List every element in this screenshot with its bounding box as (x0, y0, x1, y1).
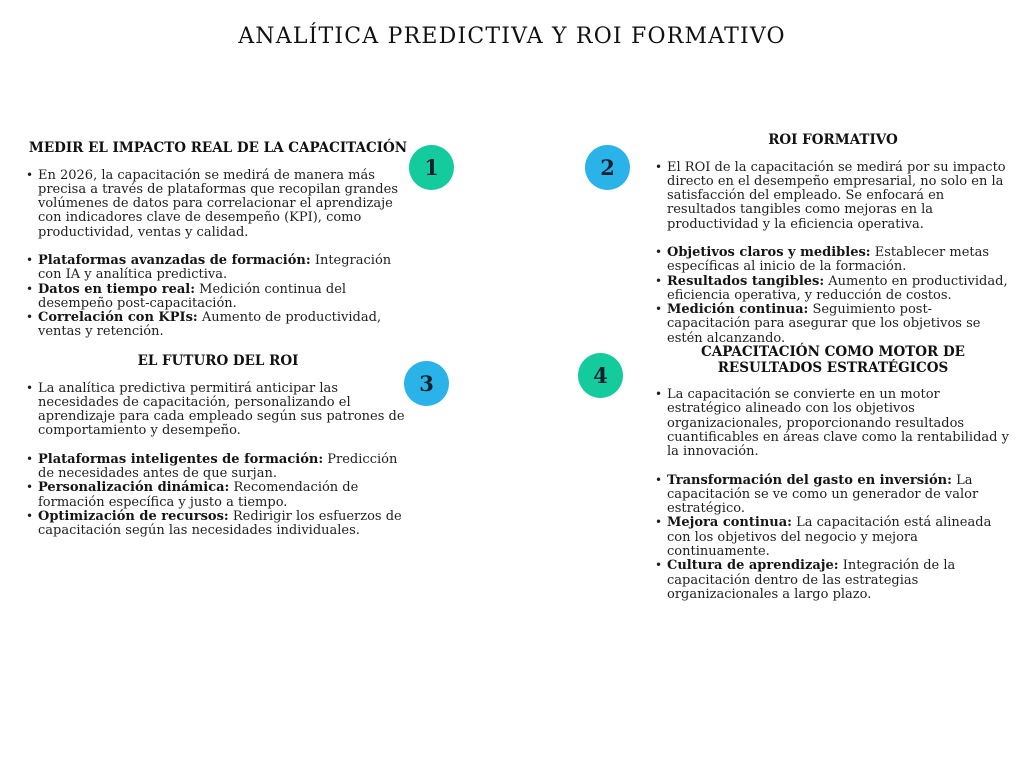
bullet-term: Plataformas inteligentes de formación: (38, 451, 324, 467)
bullet-desc: Integración de la capacitación dentro de las estrategias organizacionales a largo plazo. (667, 558, 956, 602)
intro-text: La capacitación se convierte en un motor estratégico alineado con los objetivos organizacionales, proporcionando resultados cuantificables en áreas clave como la rentabilidad y la innovación. (667, 387, 1009, 460)
bullet-list (24, 453, 412, 539)
bullet-term: Medición continua: (667, 302, 809, 318)
bullet-item (24, 510, 412, 539)
step-number: 3 (419, 371, 434, 396)
intro-list (653, 161, 1013, 232)
section-capacitacion-motor (653, 345, 1013, 602)
step-number: 4 (593, 363, 608, 388)
bullet-desc: Establecer metas específicas al inicio de la formación. (667, 245, 990, 275)
step-number: 1 (424, 155, 439, 180)
bullet-term: Datos en tiempo real: (38, 281, 196, 297)
intro-bullet (653, 161, 1013, 232)
intro-bullet (24, 169, 412, 240)
section-roi-formativo (653, 133, 1013, 346)
bullet-term: Plataformas avanzadas de formación: (38, 253, 311, 268)
bullet-desc: Aumento de productividad, ventas y retención. (38, 310, 382, 340)
bullet-item (653, 303, 1013, 346)
bullet-item (653, 516, 1013, 559)
bullet-desc: Aumento en productividad, eficiencia operativa, y reducción de costos. (667, 273, 1008, 303)
bullet-item (24, 481, 412, 510)
bullet-desc: La capacitación está alineada con los objetivos del negocio y mejora continuamente. (667, 515, 992, 559)
section-heading: ROI FORMATIVO (768, 132, 898, 148)
bullet-item (653, 275, 1013, 304)
intro-text: El ROI de la capacitación se medirá por su impacto directo en el desempeño empresarial, no solo en la satisfacción del empleado. Se enfocará en resultados tangibles como mejoras en la productividad y la eficiencia operativa. (667, 159, 1006, 232)
bullet-desc: Seguimiento post-capacitación para asegurar que los objetivos se estén alcanzando. (667, 302, 981, 346)
bullet-item (653, 559, 1013, 602)
section-heading: MEDIR EL IMPACTO REAL DE LA CAPACITACIÓN (28, 140, 408, 156)
bullet-desc: Redirigir los esfuerzos de capacitación según las necesidades individuales. (38, 508, 402, 539)
step-badge-4 (578, 353, 623, 398)
bullet-desc: Predicción de necesidades antes de que surjan. (38, 451, 398, 481)
bullet-desc: Medición continua del desempeño post-capacitación. (38, 281, 347, 311)
section-medir-impacto (24, 141, 412, 340)
bullet-term: Optimización de recursos: (38, 508, 229, 524)
bullet-item (24, 254, 412, 283)
page-title: ANALÍTICA PREDICTIVA Y ROI FORMATIVO (238, 24, 786, 49)
section-futuro-roi (24, 354, 412, 538)
step-badge-1 (409, 145, 454, 190)
bullet-desc: Integración con IA y analítica predictiva. (38, 253, 392, 283)
bullet-term: Objetivos claros y medibles: (667, 245, 871, 260)
intro-bullet (24, 382, 412, 439)
bullet-term: Cultura de aprendizaje: (667, 558, 839, 574)
section-heading: EL FUTURO DEL ROI (137, 353, 299, 369)
bullet-term: Resultados tangibles: (667, 273, 825, 289)
intro-bullet (653, 388, 1013, 459)
bullet-list (24, 254, 412, 340)
bullet-term: Correlación con KPIs: (38, 310, 198, 326)
intro-list (653, 388, 1013, 459)
bullet-item (653, 474, 1013, 517)
section-heading: CAPACITACIÓN COMO MOTOR DE RESULTADOS ESTRATÉGICOS (701, 344, 965, 376)
intro-text: La analítica predictiva permitirá anticipar las necesidades de capacitación, personalizando el aprendizaje para cada empleado según sus patrones de comportamiento y desempeño. (38, 380, 405, 439)
bullet-desc: Recomendación de formación específica y justo a tiempo. (38, 480, 359, 510)
bullet-item (24, 311, 412, 340)
bullet-item (24, 453, 412, 482)
intro-list (24, 382, 412, 439)
bullet-term: Personalización dinámica: (38, 480, 230, 496)
step-number: 2 (600, 155, 615, 180)
bullet-term: Mejora continua: (667, 515, 792, 531)
intro-text: En 2026, la capacitación se medirá de manera más precisa a través de plataformas que recopilan grandes volúmenes de datos para correlacionar el aprendizaje con indicadores clave de desempeño (KPI), como productividad, ventas y calidad. (38, 167, 398, 240)
bullet-item (653, 246, 1013, 275)
bullet-desc: La capacitación se ve como un generador de valor estratégico. (667, 472, 979, 517)
step-badge-3 (404, 361, 449, 406)
bullet-item (24, 283, 412, 312)
bullet-term: Transformación del gasto en inversión: (667, 472, 952, 488)
intro-list (24, 169, 412, 240)
bullet-list (653, 474, 1013, 603)
bullet-list (653, 246, 1013, 346)
step-badge-2 (585, 145, 630, 190)
